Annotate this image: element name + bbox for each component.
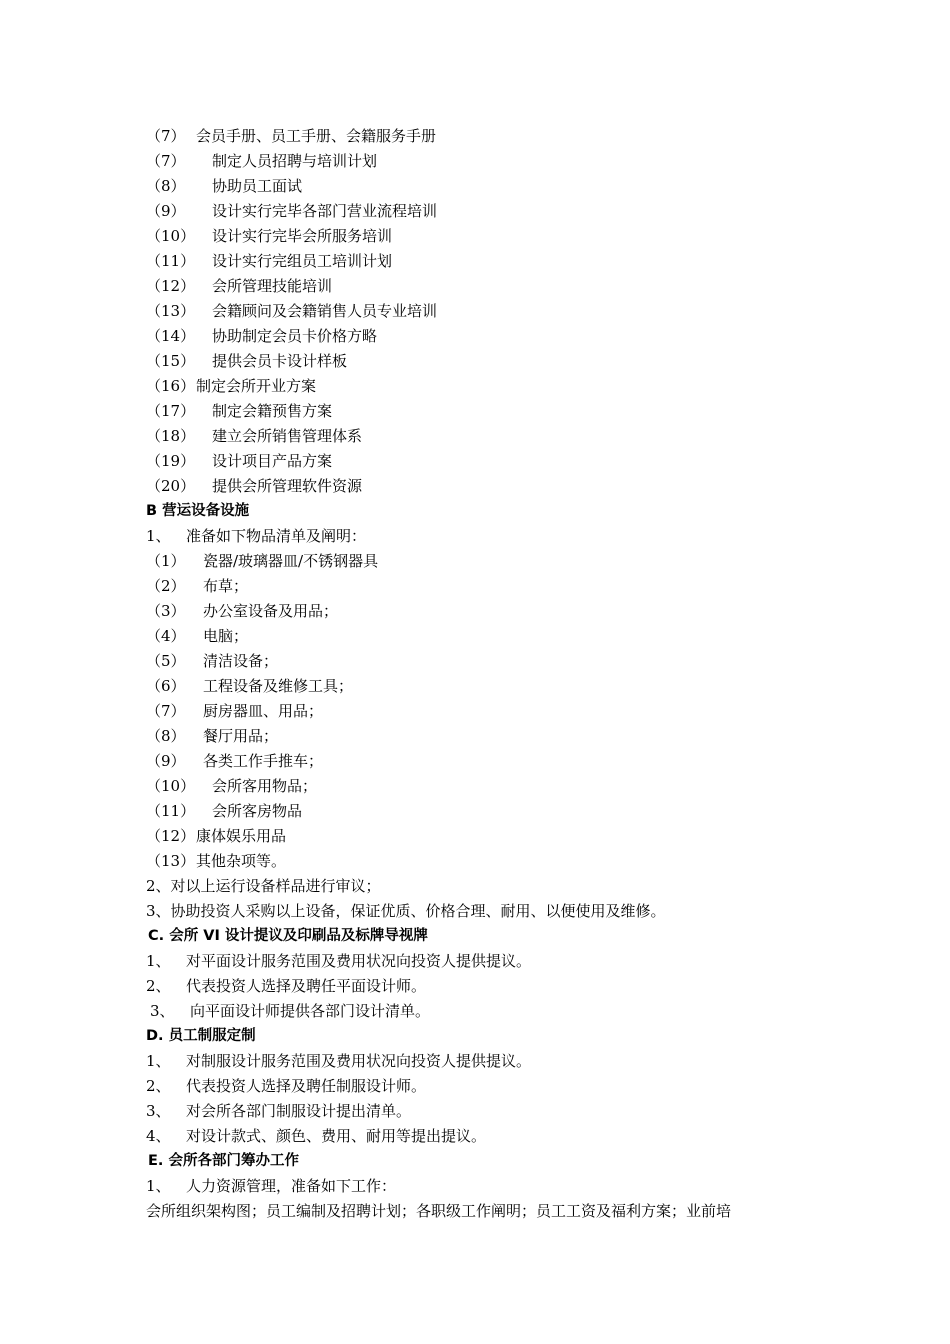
list-item xyxy=(146,249,392,274)
item-text: 餐厅用品； xyxy=(203,727,279,745)
item-number: （12） xyxy=(146,277,196,295)
item-number: （1） xyxy=(146,552,186,570)
list-item xyxy=(146,724,278,749)
item-number: （10） xyxy=(146,227,196,245)
item-text: 提供会员卡设计样板 xyxy=(212,352,348,370)
item-text: 准备如下物品清单及阐明： xyxy=(186,527,367,545)
item-text: 其他杂项等。 xyxy=(196,852,287,870)
item-text: 会所客房物品 xyxy=(212,802,303,820)
list-item xyxy=(146,649,278,674)
item-text: 对制服设计服务范围及费用状况向投资人提供提议。 xyxy=(186,1052,532,1070)
list-item xyxy=(146,949,531,974)
item-number: （3） xyxy=(146,602,186,620)
item-number: （13） xyxy=(146,852,196,870)
item-text: 厨房器皿、用品； xyxy=(203,702,324,720)
section-heading-e: E. 会所各部门筹办工作 xyxy=(148,1153,299,1169)
list-item xyxy=(146,674,353,699)
item-number: （8） xyxy=(146,177,186,195)
item-number: （9） xyxy=(146,752,186,770)
item-text: 协助员工面试 xyxy=(212,177,303,195)
list-item xyxy=(146,374,316,399)
item-number: （7） xyxy=(146,127,186,145)
paragraph: 3、协助投资人采购以上设备，保证优质、价格合理、耐用、以便使用及维修。 xyxy=(146,902,666,920)
item-text: 设计实行完组员工培训计划 xyxy=(212,252,393,270)
list-item xyxy=(146,399,332,424)
section-heading-d: D. 员工制服定制 xyxy=(146,1028,256,1044)
list-item xyxy=(146,849,286,874)
item-text: 会籍顾问及会籍销售人员专业培训 xyxy=(212,302,438,320)
item-number: （8） xyxy=(146,727,186,745)
item-text: 对平面设计服务范围及费用状况向投资人提供提议。 xyxy=(186,952,532,970)
list-item xyxy=(146,1074,426,1099)
list-item xyxy=(146,1174,396,1199)
item-number: 1、 xyxy=(146,1052,171,1070)
item-text: 清洁设备； xyxy=(203,652,279,670)
item-number: 1、 xyxy=(146,1177,171,1195)
list-item xyxy=(146,799,302,824)
item-number: 3、 xyxy=(150,1002,175,1020)
list-item xyxy=(146,349,347,374)
item-text: 代表投资人选择及聘任制服设计师。 xyxy=(186,1077,427,1095)
list-item xyxy=(146,174,302,199)
item-number: （5） xyxy=(146,652,186,670)
list-item xyxy=(146,299,437,324)
list-item xyxy=(146,974,426,999)
list-item xyxy=(146,324,377,349)
item-text: 办公室设备及用品； xyxy=(203,602,339,620)
item-text: 设计实行完毕各部门营业流程培训 xyxy=(212,202,438,220)
item-number: （18） xyxy=(146,427,196,445)
item-number: （20） xyxy=(146,477,196,495)
item-number: （7） xyxy=(146,152,186,170)
item-number: 2、 xyxy=(146,977,171,995)
item-text: 制定人员招聘与培训计划 xyxy=(212,152,378,170)
list-item xyxy=(146,549,378,574)
item-number: 3、 xyxy=(146,1102,171,1120)
item-number: （11） xyxy=(146,802,196,820)
list-item xyxy=(146,749,323,774)
item-text: 建立会所销售管理体系 xyxy=(212,427,363,445)
list-item xyxy=(146,599,338,624)
item-text: 康体娱乐用品 xyxy=(196,827,287,845)
list-item xyxy=(146,574,248,599)
item-text: 对设计款式、颜色、费用、耐用等提出提议。 xyxy=(186,1127,487,1145)
list-item xyxy=(146,1049,531,1074)
list-item xyxy=(146,424,362,449)
item-text: 电脑； xyxy=(203,627,249,645)
item-text: 会所管理技能培训 xyxy=(212,277,333,295)
item-text: 向平面设计师提供各部门设计清单。 xyxy=(190,1002,431,1020)
list-item xyxy=(146,699,323,724)
list-item xyxy=(146,124,436,149)
list-item xyxy=(146,524,366,549)
item-text: 会员手册、员工手册、会籍服务手册 xyxy=(196,127,437,145)
item-text: 提供会所管理软件资源 xyxy=(212,477,363,495)
item-text: 协助制定会员卡价格方略 xyxy=(212,327,378,345)
item-text: 人力资源管理，准备如下工作： xyxy=(186,1177,397,1195)
list-item xyxy=(146,774,317,799)
item-text: 对会所各部门制服设计提出清单。 xyxy=(186,1102,412,1120)
item-number: （15） xyxy=(146,352,196,370)
list-item xyxy=(146,149,377,174)
item-text: 代表投资人选择及聘任平面设计师。 xyxy=(186,977,427,995)
item-text: 制定会籍预售方案 xyxy=(212,402,333,420)
item-number: （12） xyxy=(146,827,196,845)
item-number: （16） xyxy=(146,377,196,395)
item-text: 布草； xyxy=(203,577,249,595)
item-number: （7） xyxy=(146,702,186,720)
item-text: 设计实行完毕会所服务培训 xyxy=(212,227,393,245)
list-item xyxy=(146,474,362,499)
list-item xyxy=(146,199,437,224)
list-item xyxy=(146,449,332,474)
item-number: （13） xyxy=(146,302,196,320)
list-item xyxy=(146,274,332,299)
item-number: 2、 xyxy=(146,1077,171,1095)
item-number: （14） xyxy=(146,327,196,345)
item-text: 瓷器/玻璃器皿/不锈钢器具 xyxy=(203,552,379,570)
item-text: 工程设备及维修工具； xyxy=(203,677,354,695)
list-item xyxy=(150,999,430,1024)
item-text: 制定会所开业方案 xyxy=(196,377,317,395)
list-item xyxy=(146,624,248,649)
item-number: 1、 xyxy=(146,527,171,545)
item-text: 各类工作手推车； xyxy=(203,752,324,770)
section-heading-c: C. 会所 VI 设计提议及印刷品及标牌导视牌 xyxy=(148,928,428,944)
item-text: 设计项目产品方案 xyxy=(212,452,333,470)
list-item xyxy=(146,1099,411,1124)
section-heading-b: B 营运设备设施 xyxy=(146,503,250,519)
list-item xyxy=(146,224,392,249)
item-number: （9） xyxy=(146,202,186,220)
item-number: 4、 xyxy=(146,1127,171,1145)
item-number: （19） xyxy=(146,452,196,470)
item-number: （6） xyxy=(146,677,186,695)
item-number: （10） xyxy=(146,777,196,795)
item-number: （4） xyxy=(146,627,186,645)
item-text: 会所客用物品； xyxy=(212,777,318,795)
item-number: （17） xyxy=(146,402,196,420)
list-item xyxy=(146,1124,486,1149)
item-number: （2） xyxy=(146,577,186,595)
item-number: 1、 xyxy=(146,952,171,970)
list-item xyxy=(146,824,286,849)
paragraph: 会所组织架构图；员工编制及招聘计划；各职级工作阐明；员工工资及福利方案；业前培 xyxy=(146,1202,732,1220)
paragraph: 2、对以上运行设备样品进行审议； xyxy=(146,877,381,895)
item-number: （11） xyxy=(146,252,196,270)
